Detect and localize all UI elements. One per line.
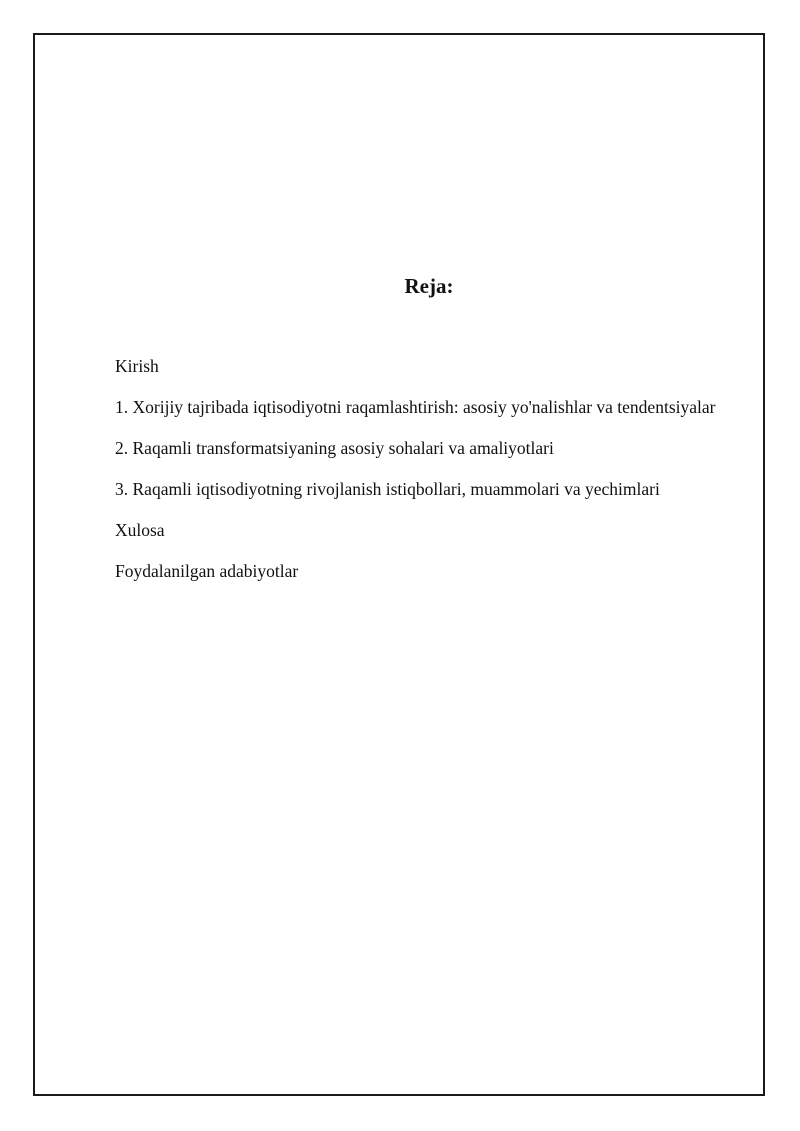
plan-item-conclusion: Xulosa [115, 520, 165, 540]
plan-item-chapter-3: 3. Raqamli iqtisodiyotning rivojlanish istiqbollari, muammolari va yechimlari [115, 479, 660, 499]
plan-item-chapter-1: 1. Xorijiy tajribada iqtisodiyotni raqamlashtirish: asosiy yo'nalishlar va tendentsiyalar [115, 397, 716, 417]
plan-item-references: Foydalanilgan adabiyotlar [115, 561, 299, 581]
plan-list [115, 351, 725, 597]
plan-item-introduction: Kirish [115, 356, 159, 376]
plan-item-chapter-2: 2. Raqamli transformatsiyaning asosiy sohalari va amaliyotlari [115, 438, 554, 458]
page-title: Reja: [404, 274, 454, 298]
